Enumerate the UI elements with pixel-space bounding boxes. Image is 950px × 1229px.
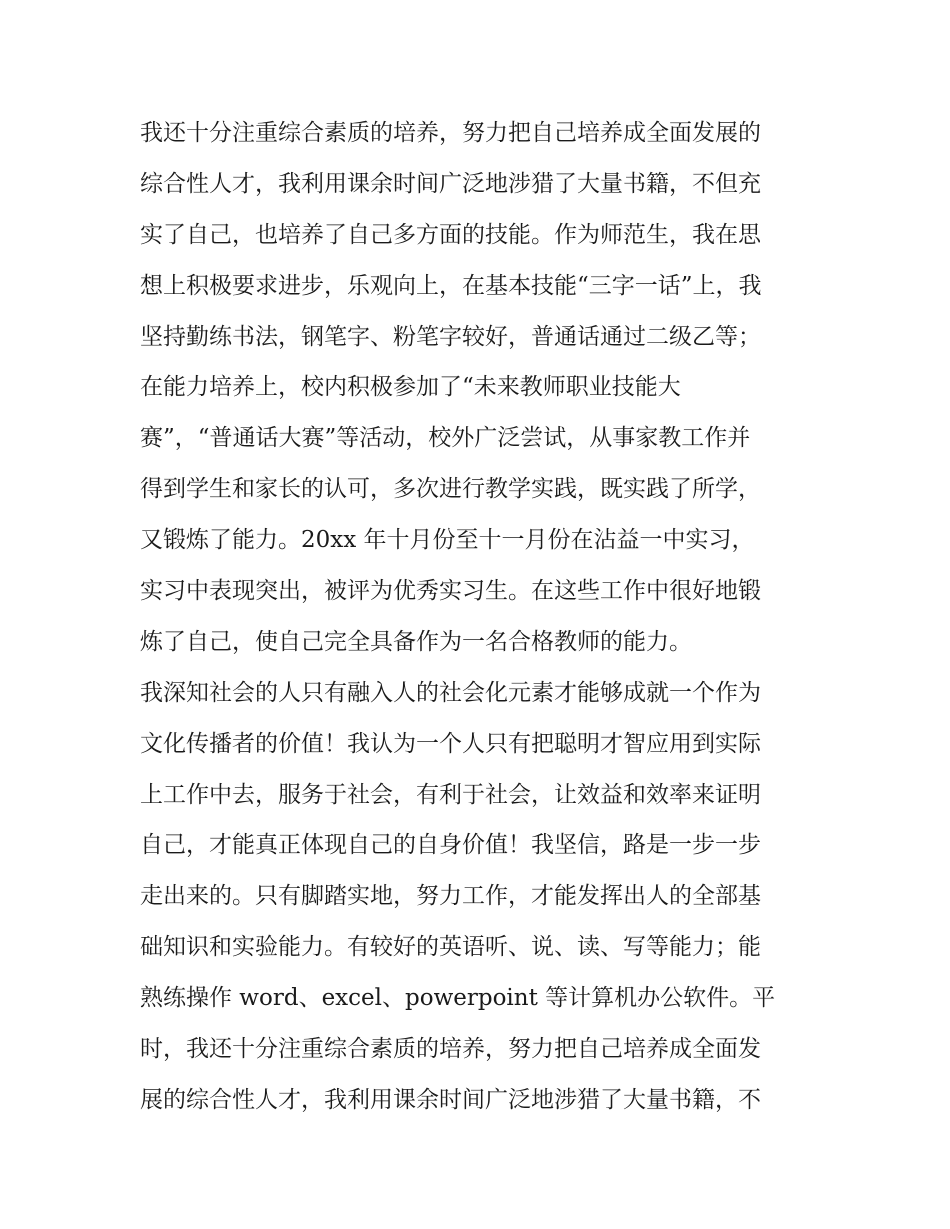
text-line: 上工作中去，服务于社会，有利于社会，让效益和效率来证明: [140, 781, 761, 808]
text-line: 时，我还十分注重综合素质的培养，努力把自己培养成全面发: [140, 1036, 761, 1063]
text-line: 走出来的。只有脚踏实地，努力工作，才能发挥出人的全部基: [140, 883, 761, 910]
text-line: 自己，才能真正体现自己的自身价值！我坚信，路是一步一步: [140, 832, 761, 859]
text-line: 综合性人才，我利用课余时间广泛地涉猎了大量书籍，不但充: [140, 170, 761, 197]
text-line: 实习中表现突出，被评为优秀实习生。在这些工作中很好地锻: [140, 578, 761, 605]
text-line: 础知识和实验能力。有较好的英语听、说、读、写等能力；能: [140, 934, 761, 961]
text-line: 熟练操作 word、excel、powerpoint 等计算机办公软件。平: [140, 985, 776, 1012]
text-line: 想上积极要求进步，乐观向上，在基本技能“三字一话”上，我: [140, 272, 762, 299]
body-text: [140, 108, 820, 1126]
text-line: 文化传播者的价值！我认为一个人只有把聪明才智应用到实际: [140, 730, 761, 757]
text-line: 又锻炼了能力。20xx 年十月份至十一月份在沾益一中实习，: [140, 527, 755, 554]
text-line: 在能力培养上，校内积极参加了“未来教师职业技能大: [140, 374, 681, 401]
text-line: 我深知社会的人只有融入人的社会化元素才能够成就一个作为: [140, 679, 761, 706]
text-line: 实了自己，也培养了自己多方面的技能。作为师范生，我在思: [140, 221, 761, 248]
text-line: 展的综合性人才，我利用课余时间广泛地涉猎了大量书籍，不: [140, 1086, 761, 1113]
text-line: 坚持勤练书法，钢笔字、粉笔字较好，普通话通过二级乙等；: [140, 323, 761, 350]
text-line: 得到学生和家长的认可，多次进行教学实践，既实践了所学，: [140, 476, 761, 503]
text-line: 赛”，“普通话大赛”等活动，校外广泛尝试，从事家教工作并: [140, 425, 751, 452]
text-line: 炼了自己，使自己完全具备作为一名合格教师的能力。: [140, 628, 692, 655]
text-line: 我还十分注重综合素质的培养，努力把自己培养成全面发展的: [140, 120, 761, 146]
